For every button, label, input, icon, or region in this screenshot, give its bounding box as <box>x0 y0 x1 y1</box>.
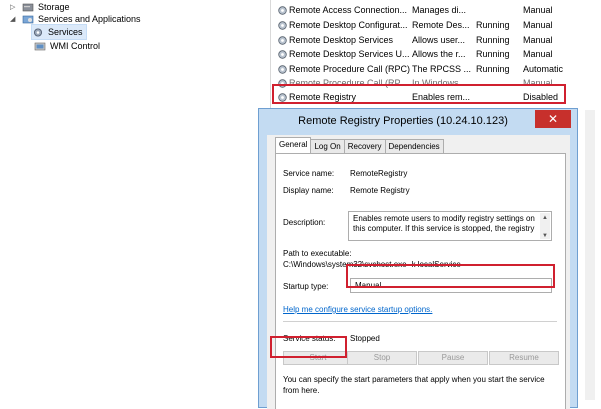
scroll-down-icon[interactable]: ▼ <box>542 233 548 239</box>
start-button-highlight <box>270 336 347 358</box>
service-name: Remote Procedure Call (RPC) <box>289 64 410 74</box>
tab-strip <box>275 139 443 153</box>
description-scrollbar[interactable] <box>540 213 550 239</box>
pause-button[interactable]: Pause <box>418 351 488 365</box>
dialog-title: Remote Registry Properties (10.24.10.123) <box>298 115 508 127</box>
highlight-box <box>272 84 566 104</box>
stop-button[interactable]: Stop <box>347 351 417 365</box>
table-row[interactable] <box>271 4 601 18</box>
services-and-applications-icon <box>22 14 34 25</box>
properties-dialog <box>258 108 578 408</box>
wmi-control-icon <box>34 41 46 52</box>
service-gear-icon <box>277 20 288 31</box>
help-link[interactable]: Help me configure service startup options. <box>283 305 433 314</box>
service-description: Allows user... <box>412 35 466 45</box>
table-row[interactable] <box>271 34 601 48</box>
close-button[interactable] <box>535 110 571 128</box>
tab-general[interactable]: General <box>275 137 311 153</box>
service-name: Remote Desktop Services <box>289 35 394 45</box>
start-parameters-note: You can specify the start parameters that apply when you start the service from here. <box>283 375 545 395</box>
service-startup-type: Manual <box>523 20 553 30</box>
service-name: Remote Registry <box>289 92 357 102</box>
list-scrollbar[interactable] <box>585 110 595 400</box>
service-name: Remote Access Connection... <box>289 5 408 15</box>
tree-item-label: WMI Control <box>50 41 101 51</box>
storage-icon <box>22 2 34 13</box>
service-startup-type: Automatic <box>523 64 564 74</box>
table-row[interactable] <box>271 48 601 62</box>
service-description: Enables rem... <box>412 92 471 102</box>
startup-type-value: Manual <box>355 281 382 290</box>
navigation-tree <box>0 0 270 400</box>
path-value: C:\Windows\system32\svchost.exe -k localService <box>283 260 461 269</box>
tab-dependencies[interactable]: Dependencies <box>385 139 444 153</box>
tree-item-label: Services and Applications <box>38 14 141 24</box>
display-name-label: Display name: <box>283 186 334 195</box>
tab-recovery[interactable]: Recovery <box>344 139 386 153</box>
service-name: Remote Desktop Services U... <box>289 49 410 59</box>
close-icon: ✕ <box>547 112 559 126</box>
service-gear-icon <box>277 64 288 75</box>
service-gear-icon <box>277 49 288 60</box>
service-name-value: RemoteRegistry <box>350 169 408 178</box>
service-startup-type: Manual <box>523 35 553 45</box>
description-label: Description: <box>283 218 326 227</box>
service-description: Allows the r... <box>412 49 466 59</box>
tab-log-on[interactable]: Log On <box>310 139 344 153</box>
startup-type-label: Startup type: <box>283 282 329 291</box>
description-text: Enables remote users to modify registry settings on this computer. If this service is stopped, the registry <box>353 214 535 233</box>
scroll-up-icon[interactable]: ▲ <box>542 215 548 221</box>
service-name: Remote Desktop Configurat... <box>289 20 408 30</box>
path-label: Path to executable: <box>283 249 352 258</box>
service-description: The RPCSS ... <box>412 64 472 74</box>
collapse-arrow-icon[interactable]: ◢ <box>10 16 16 23</box>
tree-item-label: Storage <box>38 2 70 12</box>
service-description: Manages di... <box>412 5 467 15</box>
service-status: Running <box>476 35 510 45</box>
service-status-value: Stopped <box>350 334 380 343</box>
expand-arrow-icon[interactable]: ▷ <box>10 4 16 11</box>
service-status: Running <box>476 49 510 59</box>
service-startup-type: Disabled <box>523 92 559 102</box>
separator <box>283 321 557 322</box>
service-status-label: Service status: <box>283 334 336 343</box>
service-startup-type: Manual <box>523 5 553 15</box>
table-row[interactable] <box>271 63 601 77</box>
service-gear-icon <box>277 5 288 16</box>
resume-button[interactable]: Resume <box>489 351 559 365</box>
dialog-title-bar[interactable] <box>259 109 577 133</box>
display-name-value: Remote Registry <box>350 186 410 195</box>
tree-item-services-and-applications[interactable] <box>10 12 141 26</box>
chevron-down-icon: ⌄ <box>540 281 547 290</box>
service-description: Remote Des... <box>412 20 470 30</box>
tree-item-label: Services <box>48 27 83 37</box>
service-description: In Windows... <box>412 78 467 88</box>
service-startup-type: Manual <box>523 49 553 59</box>
tree-item-services[interactable] <box>32 25 86 39</box>
service-name: Remote Procedure Call (RP... <box>289 78 407 88</box>
description-textbox[interactable] <box>348 211 552 241</box>
tree-item-wmi-control[interactable] <box>34 39 100 53</box>
service-startup-type: Manual <box>523 78 553 88</box>
service-name-label: Service name: <box>283 169 335 178</box>
startup-type-highlight <box>346 264 555 288</box>
service-status: Running <box>476 64 510 74</box>
services-icon <box>32 27 44 38</box>
service-status: Running <box>476 20 510 30</box>
service-gear-icon <box>277 35 288 46</box>
start-button[interactable]: Start <box>283 351 353 365</box>
table-row[interactable] <box>271 19 601 33</box>
